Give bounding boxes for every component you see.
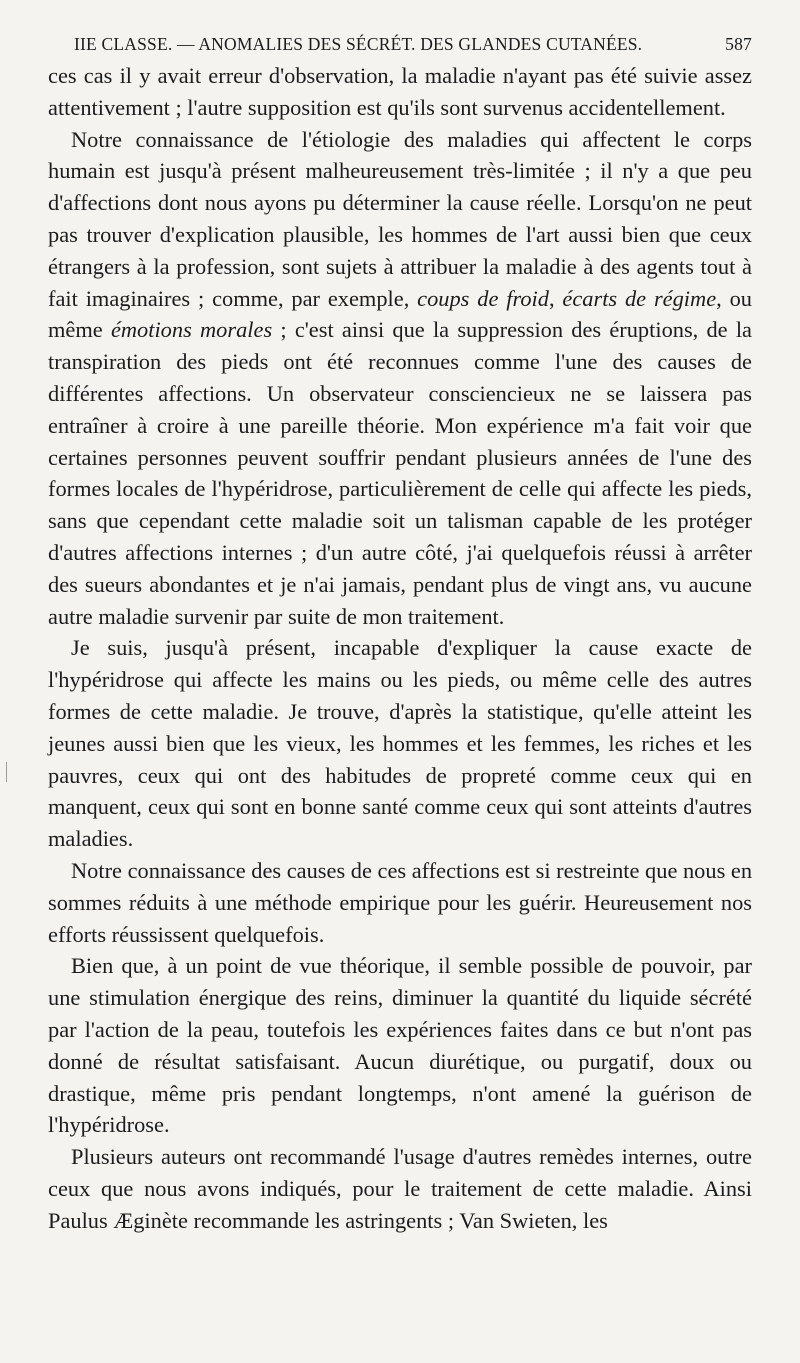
- paragraph-6: Plusieurs auteurs ont recommandé l'usage d'autres remèdes internes, outre ceux que nous avons indiqués, pour le traitement de cette maladie. Ainsi Paulus Æginète recommande les astringents ; Van Swieten, les: [48, 1144, 752, 1233]
- paragraph-1: ces cas il y avait erreur d'observation, la maladie n'ayant pas été suivie assez attentivement ; l'autre supposition est qu'ils sont survenus accidentellement.: [48, 63, 752, 120]
- italic-coups-de-froid: coups de froid: [417, 285, 549, 311]
- paragraph-3: Je suis, jusqu'à présent, incapable d'expliquer la cause exacte de l'hypéridrose qui affecte les mains ou les pieds, ou même celle des autres formes de cette maladie. Je trouve, d'après la statistique, qu'elle atteint les jeunes aussi bien que les vieux, les hommes et les femmes, les riches et les pauvres, ceux qui ont des habitudes de propreté comme ceux qui en manquent, ceux qui sont en bonne santé comme ceux qui sont atteints d'autres maladies.: [48, 635, 752, 852]
- paragraph-2-part-a: Notre connaissance de l'étiologie des maladies qui affectent le corps humain est jusqu'à présent malheureusement très-limitée ; il n'y a que peu d'affections dont nous ayons pu déterminer la cause réelle. Lorsqu'on ne peut pas trouver d'explication plausible, les hommes de l'art aussi bien que ceux étrangers à la profession, sont sujets à attribuer la maladie à des agents tout à fait imaginaires ; comme, par exemple,: [48, 126, 752, 311]
- italic-emotions-morales: émotions morales: [110, 317, 273, 343]
- running-head: [48, 30, 752, 60]
- page-number: 587: [725, 34, 752, 54]
- paragraph-2-part-b: ,: [548, 285, 563, 311]
- running-title: IIE CLASSE. — ANOMALIES DES SÉCRÉT. DES GLANDES CUTANÉES.: [74, 34, 643, 54]
- book-page: [48, 30, 752, 1236]
- paragraph-2: [48, 124, 752, 633]
- paragraph-4: Notre connaissance des causes de ces affections est si restreinte que nous en sommes réduits à une méthode empirique pour les guérir. Heureusement nos efforts réussissent quelquefois.: [48, 857, 753, 947]
- paragraph-2-part-d: ; c'est ainsi que la suppression des éruptions, de la transpiration des pieds ont été reconnues comme l'une des causes de différentes affections. Un observateur consciencieux ne se laissera pas entraîner à croire à une pareille théorie. Mon expérience m'a fait voir que certaines personnes peuvent souffrir pendant plusieurs années de l'une des formes locales de l'hypéridrose, particulièrement de celle qui affecte les pieds, sans que cependant cette maladie soit un talisman capable de les protéger d'autres affections internes ; d'un autre côté, j'ai quelquefois réussi à arrêter des sueurs abondantes et je n'ai jamais, pendant plus de vingt ans, vu aucune autre maladie survenir par suite de mon traitement.: [48, 317, 752, 629]
- paragraph-2-part-c: , ou même: [48, 285, 752, 343]
- italic-ecarts-de-regime: écarts de régime: [562, 285, 717, 311]
- body-text: [48, 60, 752, 1236]
- margin-mark: [6, 762, 7, 782]
- paragraph-5: Bien que, à un point de vue théorique, il semble possible de pouvoir, par une stimulation énergique des reins, diminuer la quantité du liquide sécrété par l'action de la peau, toutefois les expériences faites dans ce but n'ont pas donné de résultat satisfaisant. Aucun diurétique, ou purgatif, doux ou drastique, même pris pendant longtemps, n'ont amené la guérison de l'hypéridrose.: [48, 953, 752, 1138]
